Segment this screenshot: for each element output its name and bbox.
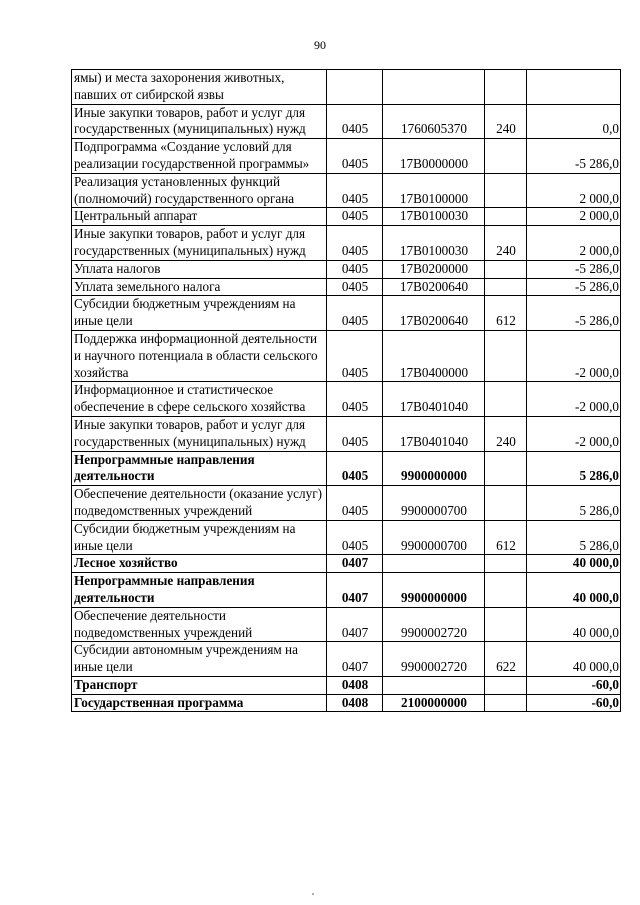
cell-expense-type (485, 451, 527, 486)
cell-amount: -2 000,0 (527, 330, 621, 381)
scan-speck (312, 893, 314, 895)
cell-name: Транспорт (72, 676, 327, 694)
cell-target-article: 1760605370 (383, 104, 485, 139)
cell-name: Непрограммные направления деятельности (72, 573, 327, 608)
cell-target-article: 17В0400000 (383, 330, 485, 381)
cell-target-article: 17В0200640 (383, 296, 485, 331)
cell-target-article: 17В0401040 (383, 382, 485, 417)
cell-expense-type: 612 (485, 296, 527, 331)
cell-expense-type (485, 208, 527, 226)
cell-amount: 5 286,0 (527, 520, 621, 555)
cell-target-article: 17В0200640 (383, 278, 485, 296)
cell-expense-type (485, 573, 527, 608)
cell-target-article: 9900000000 (383, 573, 485, 608)
cell-amount: -60,0 (527, 694, 621, 712)
cell-section-code: 0405 (327, 139, 383, 174)
cell-section-code: 0407 (327, 642, 383, 677)
cell-name: Субсидии автономным учреждениям на иные цели (72, 642, 327, 677)
table-row (72, 520, 621, 555)
table-row (72, 260, 621, 278)
table-row (72, 173, 621, 208)
table-row (72, 555, 621, 573)
cell-expense-type (485, 139, 527, 174)
cell-name: Иные закупки товаров, работ и услуг для государственных (муниципальных) нужд (72, 104, 327, 139)
cell-expense-type (485, 382, 527, 417)
table-row (72, 694, 621, 712)
cell-expense-type: 240 (485, 226, 527, 261)
cell-name: Иные закупки товаров, работ и услуг для государственных (муниципальных) нужд (72, 226, 327, 261)
cell-name: Субсидии бюджетным учреждениям на иные цели (72, 520, 327, 555)
cell-name: Обеспечение деятельности подведомственных учреждений (72, 607, 327, 642)
cell-section-code (327, 70, 383, 105)
cell-section-code: 0405 (327, 416, 383, 451)
cell-section-code: 0405 (327, 173, 383, 208)
table-row (72, 676, 621, 694)
cell-amount: 0,0 (527, 104, 621, 139)
cell-expense-type (485, 173, 527, 208)
cell-section-code: 0405 (327, 451, 383, 486)
page-number: 90 (314, 38, 326, 52)
cell-target-article (383, 555, 485, 573)
cell-expense-type: 622 (485, 642, 527, 677)
cell-target-article: 9900002720 (383, 642, 485, 677)
cell-name: Непрограммные направления деятельности (72, 451, 327, 486)
cell-amount (527, 70, 621, 105)
budget-table (71, 69, 621, 712)
cell-amount: -5 286,0 (527, 296, 621, 331)
cell-name: Уплата налогов (72, 260, 327, 278)
cell-expense-type (485, 260, 527, 278)
cell-name: Реализация установленных функций (полномочий) государственного органа (72, 173, 327, 208)
cell-amount: -5 286,0 (527, 278, 621, 296)
cell-target-article: 17В0100030 (383, 226, 485, 261)
cell-target-article: 17В0100000 (383, 173, 485, 208)
cell-name: Лесное хозяйство (72, 555, 327, 573)
cell-target-article: 9900000700 (383, 486, 485, 521)
cell-amount: 40 000,0 (527, 555, 621, 573)
cell-name: Иные закупки товаров, работ и услуг для государственных (муниципальных) нужд (72, 416, 327, 451)
cell-expense-type (485, 694, 527, 712)
cell-amount: 40 000,0 (527, 642, 621, 677)
cell-target-article (383, 70, 485, 105)
cell-amount: -2 000,0 (527, 416, 621, 451)
table-row (72, 139, 621, 174)
cell-section-code: 0405 (327, 520, 383, 555)
cell-amount: 5 286,0 (527, 451, 621, 486)
cell-section-code: 0405 (327, 382, 383, 417)
cell-section-code: 0405 (327, 104, 383, 139)
cell-name: Обеспечение деятельности (оказание услуг) подведомственных учреждений (72, 486, 327, 521)
cell-amount: -60,0 (527, 676, 621, 694)
cell-name: Государственная программа (72, 694, 327, 712)
table-row (72, 607, 621, 642)
table-row (72, 642, 621, 677)
cell-target-article: 9900000000 (383, 451, 485, 486)
cell-amount: 40 000,0 (527, 573, 621, 608)
cell-amount: -2 000,0 (527, 382, 621, 417)
cell-amount: 2 000,0 (527, 226, 621, 261)
cell-amount: 2 000,0 (527, 208, 621, 226)
cell-expense-type (485, 555, 527, 573)
table-row (72, 296, 621, 331)
cell-section-code: 0405 (327, 208, 383, 226)
cell-section-code: 0405 (327, 260, 383, 278)
cell-name: Информационное и статистическое обеспечение в сфере сельского хозяйства (72, 382, 327, 417)
cell-target-article: 17В0100030 (383, 208, 485, 226)
table-row (72, 208, 621, 226)
table-row (72, 382, 621, 417)
cell-name: Субсидии бюджетным учреждениям на иные цели (72, 296, 327, 331)
cell-section-code: 0405 (327, 296, 383, 331)
table-row (72, 451, 621, 486)
table-row (72, 573, 621, 608)
cell-amount: 5 286,0 (527, 486, 621, 521)
table-row (72, 104, 621, 139)
table-row (72, 486, 621, 521)
cell-name: Уплата земельного налога (72, 278, 327, 296)
cell-section-code: 0408 (327, 676, 383, 694)
cell-amount: -5 286,0 (527, 260, 621, 278)
budget-table-body (72, 70, 621, 712)
table-row (72, 226, 621, 261)
cell-target-article: 9900002720 (383, 607, 485, 642)
cell-expense-type (485, 330, 527, 381)
cell-target-article: 17В0200000 (383, 260, 485, 278)
cell-expense-type (485, 278, 527, 296)
cell-target-article: 9900000700 (383, 520, 485, 555)
cell-name: Поддержка информационной деятельности и научного потенциала в области сельского хозяйства (72, 330, 327, 381)
cell-expense-type: 240 (485, 416, 527, 451)
cell-section-code: 0405 (327, 278, 383, 296)
cell-expense-type (485, 70, 527, 105)
cell-expense-type (485, 486, 527, 521)
table-row (72, 416, 621, 451)
cell-target-article: 2100000000 (383, 694, 485, 712)
cell-expense-type: 240 (485, 104, 527, 139)
cell-target-article: 17В0000000 (383, 139, 485, 174)
table-row (72, 278, 621, 296)
cell-amount: 40 000,0 (527, 607, 621, 642)
cell-name: Подпрограмма «Создание условий для реализации государственной программы» (72, 139, 327, 174)
cell-section-code: 0407 (327, 573, 383, 608)
cell-expense-type (485, 607, 527, 642)
cell-amount: 2 000,0 (527, 173, 621, 208)
cell-expense-type (485, 676, 527, 694)
cell-target-article (383, 676, 485, 694)
cell-target-article: 17В0401040 (383, 416, 485, 451)
cell-section-code: 0405 (327, 486, 383, 521)
cell-name: Центральный аппарат (72, 208, 327, 226)
cell-section-code: 0405 (327, 226, 383, 261)
cell-section-code: 0405 (327, 330, 383, 381)
cell-expense-type: 612 (485, 520, 527, 555)
cell-name: ямы) и места захоронения животных, павших от сибирской язвы (72, 70, 327, 105)
cell-section-code: 0408 (327, 694, 383, 712)
cell-section-code: 0407 (327, 607, 383, 642)
cell-section-code: 0407 (327, 555, 383, 573)
table-row (72, 70, 621, 105)
cell-amount: -5 286,0 (527, 139, 621, 174)
table-row (72, 330, 621, 381)
